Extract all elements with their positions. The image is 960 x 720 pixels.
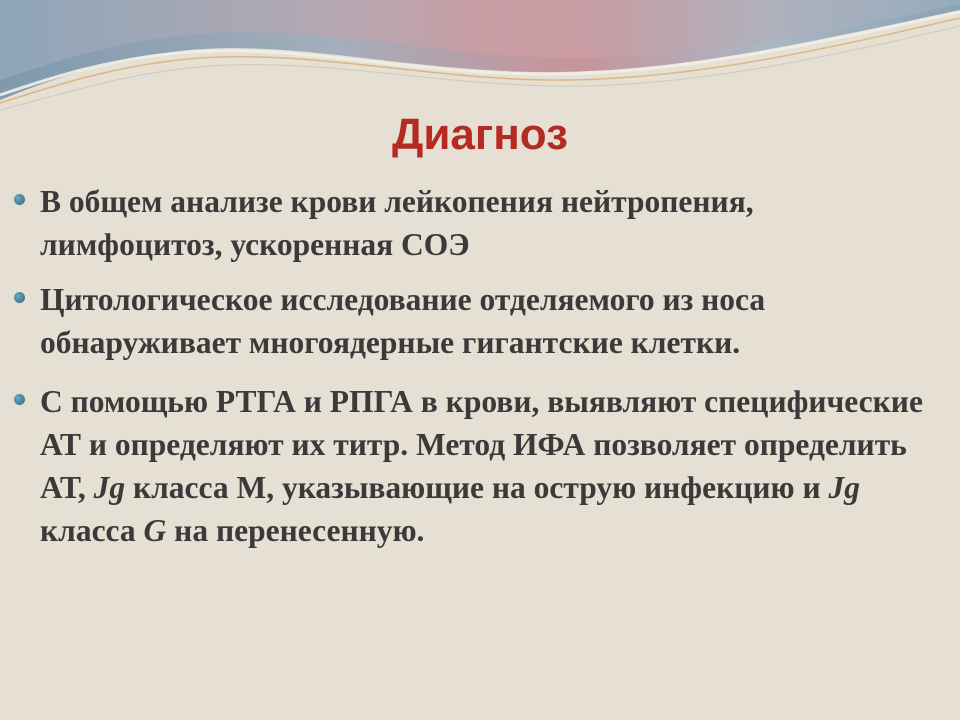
bullet-text: В общем анализе крови лейкопения нейтропения, лимфоцитоз, ускоренная СОЭ [40,184,754,262]
bullet-text-segment: С помощью РТГА и РПГА в крови, выявляют специфические АТ и определяют их титр. Метод ИФА позволяет определить АТ, [40,384,923,505]
bullet-text-segment: класса М, указывающие на острую инфекцию и [125,470,829,505]
bullet-dot-icon [14,394,25,405]
bullet-text-italic-segment: Jg [93,470,126,505]
bullet-dot-icon [14,194,25,205]
bullet-text: Цитологическое исследование отделяемого из носа обнаруживает многоядерные гигантские клетки. [40,282,766,360]
bullet-item-blood-test [14,180,934,266]
bullet-dot-icon [14,292,25,303]
slide-title: Диагноз [392,110,568,159]
bullet-item-cytology [14,278,934,364]
bullet-text-segment: класса [40,513,144,548]
bullet-text-italic-segment: G [143,513,167,548]
bullet-text-segment: на перенесенную. [166,513,425,548]
bullet-text-italic-segment: Jg [828,470,861,505]
bullet-list [14,180,934,564]
bullet-item-serology [14,380,934,552]
